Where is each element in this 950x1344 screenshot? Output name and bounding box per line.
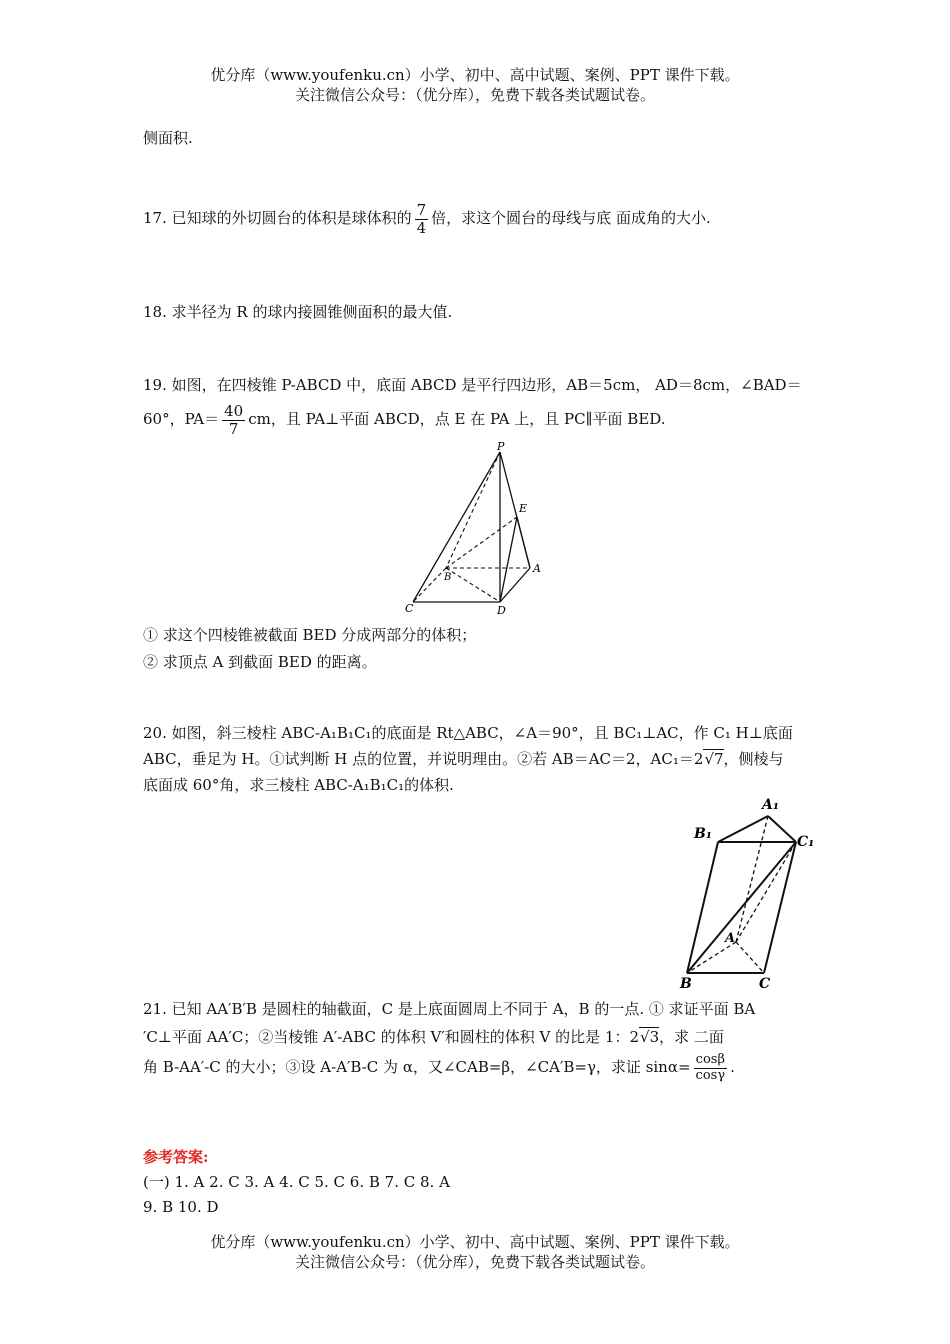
q21-text-pre: ′C⊥平面 AA′C；②当棱锥 A′-ABC 的体积 V′和圆柱的体积 V 的比是 1：2	[143, 1028, 639, 1046]
q19-den: 7	[228, 419, 239, 438]
q19-sub-1: ① 求这个四棱锥被截面 BED 分成两部分的体积；	[143, 626, 477, 644]
q17-text-pre: 17. 已知球的外切圆台的体积是球体积的	[143, 209, 412, 227]
label-c1: C₁	[797, 834, 815, 850]
label-d: D	[497, 604, 506, 615]
answers-title: 参考答案:	[143, 1148, 209, 1166]
question-17	[143, 202, 813, 236]
q17-fraction	[415, 202, 429, 236]
label-c: C	[405, 602, 414, 615]
q17-den: 4	[416, 218, 427, 237]
label-p: P	[497, 440, 505, 453]
label-a: A	[725, 931, 736, 946]
figure-pyramid	[400, 440, 560, 615]
figure-prism	[670, 790, 830, 995]
question-18: 18. 求半径为 R 的球内接圆锥侧面积的最大值.	[143, 303, 453, 321]
label-b1: B₁	[694, 826, 712, 842]
q19-text-pre: 60°，PA＝	[143, 410, 220, 428]
q20-line-1: 20. 如图，斜三棱柱 ABC-A₁B₁C₁的底面是 Rt△ABC，∠A＝90°，且 BC₁⊥AC，作 C₁ H⊥底面	[143, 724, 793, 742]
q17-num: 7	[416, 201, 427, 219]
q20-text-post: ，侧棱与	[723, 750, 784, 768]
q21-num: cosβ	[694, 1053, 728, 1068]
q19-text-post: cm，且 PA⊥平面 ABCD，点 E 在 PA 上，且 PC∥平面 BED.	[248, 410, 666, 428]
q21-text-post: ，求 二面	[659, 1028, 724, 1046]
label-a1: A₁	[762, 797, 779, 813]
label-a: A	[533, 562, 541, 575]
label-b: B	[444, 572, 452, 583]
answers-line-2: 9. B 10. D	[143, 1198, 219, 1216]
q21-fraction	[694, 1053, 728, 1083]
header-line-2: 关注微信公众号：（优分库），免费下载各类试题试卷。	[294, 86, 655, 104]
q20-root: 7	[714, 750, 724, 768]
q19-fraction	[222, 403, 245, 437]
footer-line-1: 优分库（www.youfenku.cn）小学、初中、高中试题、案例、PPT 课件下载。	[210, 1233, 740, 1251]
q21-text-pre-3: 角 B-AA′-C 的大小；③设 A-A′B-C 为 α，又∠CAB=β，∠CA′B=γ，求证 sinα=	[143, 1058, 691, 1076]
q21-root: 3	[649, 1028, 660, 1046]
answers-line-1: (一) 1. A 2. C 3. A 4. C 5. C 6. B 7. C 8. A	[143, 1173, 450, 1191]
q19-sub-2: ② 求顶点 A 到截面 BED 的距离。	[143, 653, 377, 671]
q20-line-3: 底面成 60°角，求三棱柱 ABC-A₁B₁C₁的体积.	[143, 776, 454, 794]
q19-line-1: 19. 如图，在四棱锥 P-ABCD 中，底面 ABCD 是平行四边形，AB＝5cm， AD＝8cm，∠BAD＝	[143, 376, 802, 394]
q17-text-post: 倍，求这个圆台的母线与底 面成角的大小.	[431, 209, 711, 227]
q21-den: cosγ	[695, 1067, 726, 1083]
label-b: B	[680, 976, 692, 992]
q21-line-3	[143, 1052, 813, 1083]
label-e: E	[519, 502, 528, 515]
header-line-1: 优分库（www.youfenku.cn）小学、初中、高中试题、案例、PPT 课件下载。	[210, 66, 740, 84]
q16-tail: 侧面积.	[143, 129, 193, 147]
q19-num: 40	[224, 402, 244, 420]
q20-sqrt: √7	[704, 750, 724, 768]
q21-line-2	[143, 1022, 813, 1052]
footer-line-2: 关注微信公众号：（优分库），免费下载各类试题试卷。	[294, 1253, 655, 1271]
q21-sqrt: √3	[640, 1028, 660, 1046]
q21-text-post-3: .	[730, 1058, 735, 1076]
q20-text-pre: ABC，垂足为 H。①试判断 H 点的位置，并说明理由。②若 AB＝AC＝2，AC₁＝2	[143, 750, 704, 768]
label-c: C	[759, 976, 771, 992]
q19-line-2	[143, 403, 813, 437]
q21-line-1: 21. 已知 AA′B′B 是圆柱的轴截面，C 是上底面圆周上不同于 A，B 的一点. ① 求证平面 BA	[143, 1000, 756, 1018]
